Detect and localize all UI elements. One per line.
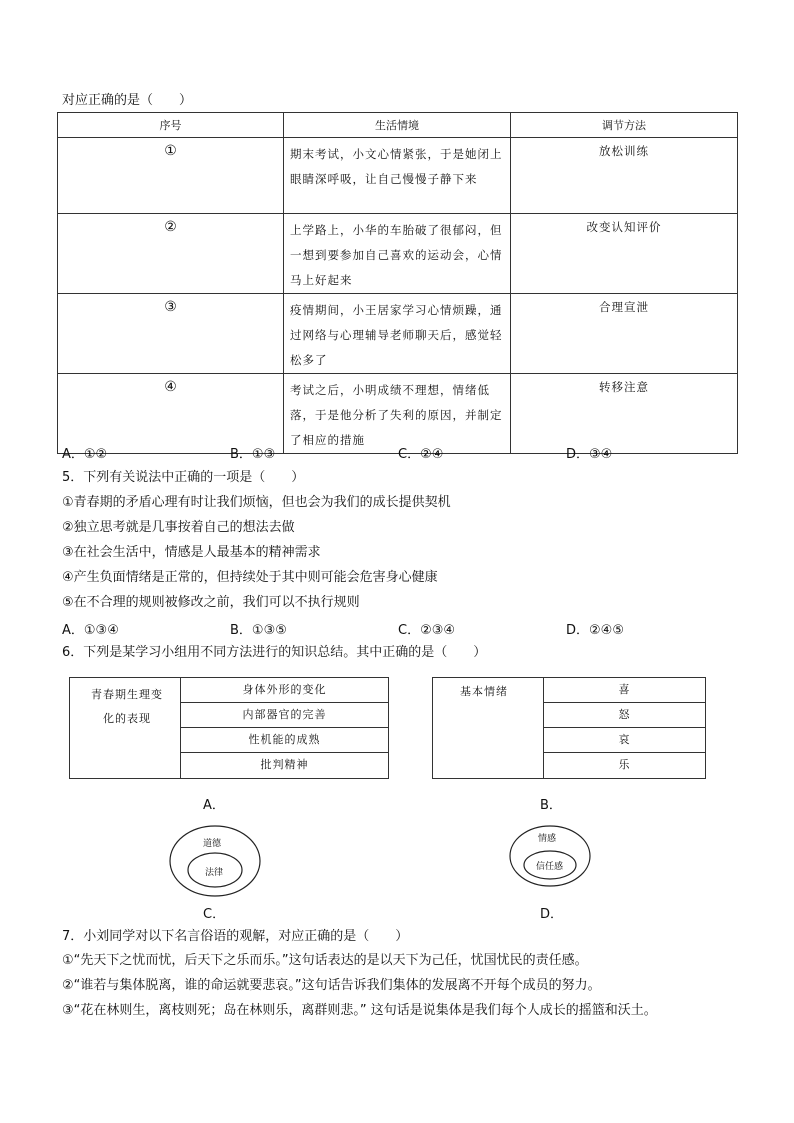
diagram-b-item: 怒 bbox=[543, 702, 706, 728]
table-row bbox=[58, 294, 738, 374]
question-7-item: ①“先天下之忧而忧，后天下之乐而乐。”这句话表达的是以天下为己任，忧国忧民的责任感。 bbox=[62, 953, 588, 968]
header-context: 生活情境 bbox=[284, 113, 511, 138]
diagram-c-label[interactable]: C． bbox=[203, 907, 226, 922]
question-7-item: ③“花在林则生，离枝则死；岛在林则乐，离群则悲。” 这句话是说集体是我们每个人成长的摇篮和沃土。 bbox=[62, 1003, 657, 1018]
question-5-item: ⑤在不合理的规则被修改之前，我们可以不执行规则 bbox=[62, 595, 360, 610]
diagram-d-inner-label: 信任感 bbox=[536, 862, 564, 872]
diagram-b-item: 乐 bbox=[543, 752, 706, 779]
diagram-c-outer-label: 道德 bbox=[203, 839, 222, 849]
question-5-stem: 5．下列有关说法中正确的一项是（ ） bbox=[62, 470, 305, 485]
option-a[interactable]: A．①③④ bbox=[62, 623, 119, 638]
diagram-b-item: 哀 bbox=[543, 727, 706, 753]
option-a[interactable]: A．①② bbox=[62, 447, 108, 462]
diagram-a-item: 批判精神 bbox=[180, 752, 389, 779]
row-context: 上学路上，小华的车胎破了很郁闷，但一想到要参加自己喜欢的运动会，心情马上好起来 bbox=[284, 214, 511, 294]
question-5-item: ①青春期的矛盾心理有时让我们烦恼，但也会为我们的成长提供契机 bbox=[62, 495, 451, 510]
row-method: 合理宣泄 bbox=[511, 294, 738, 374]
option-d[interactable]: D．③④ bbox=[566, 447, 613, 462]
diagram-a-category-line: 化的表现 bbox=[103, 712, 151, 725]
diagram-c-inner-label: 法律 bbox=[205, 868, 224, 878]
diagram-b-label[interactable]: B． bbox=[540, 798, 562, 813]
row-method: 放松训练 bbox=[511, 138, 738, 214]
row-number: ④ bbox=[58, 374, 284, 454]
row-method: 改变认知评价 bbox=[511, 214, 738, 294]
row-method: 转移注意 bbox=[511, 374, 738, 454]
table-row bbox=[58, 214, 738, 294]
question-5-item: ②独立思考就是几事按着自己的想法去做 bbox=[62, 520, 295, 535]
question-6-stem: 6．下列是某学习小组用不同方法进行的知识总结。其中正确的是（ ） bbox=[62, 645, 487, 660]
option-c[interactable]: C．②④ bbox=[398, 447, 444, 462]
diagram-b-item: 喜 bbox=[543, 677, 706, 703]
row-context: 疫情期间，小王居家学习心情烦躁，通过网络与心理辅导老师聊天后，感觉轻松多了 bbox=[284, 294, 511, 374]
diagram-a-item: 身体外形的变化 bbox=[180, 677, 389, 703]
option-b[interactable]: B．①③⑤ bbox=[230, 623, 287, 638]
diagram-c bbox=[165, 822, 265, 902]
diagram-a-item: 性机能的成熟 bbox=[180, 727, 389, 753]
row-context: 考试之后，小明成绩不理想，情绪低落，于是他分析了失利的原因，并制定了相应的措施 bbox=[284, 374, 511, 454]
question-7-stem: 7．小刘同学对以下名言俗语的观解，对应正确的是（ ） bbox=[62, 929, 409, 944]
option-b[interactable]: B．①③ bbox=[230, 447, 276, 462]
table-row bbox=[58, 138, 738, 214]
header-number: 序号 bbox=[58, 113, 284, 138]
diagram-d-outer-label: 情感 bbox=[538, 834, 557, 844]
option-d[interactable]: D．②④⑤ bbox=[566, 623, 624, 638]
row-number: ③ bbox=[58, 294, 284, 374]
question-5-item: ④产生负面情绪是正常的，但持续处于其中则可能会危害身心健康 bbox=[62, 570, 438, 585]
table-header-row bbox=[58, 113, 738, 138]
table-row bbox=[58, 374, 738, 454]
row-number: ① bbox=[58, 138, 284, 214]
diagram-a-category bbox=[76, 683, 178, 731]
option-c[interactable]: C．②③④ bbox=[398, 623, 456, 638]
header-method: 调节方法 bbox=[511, 113, 738, 138]
diagram-d-label[interactable]: D． bbox=[540, 907, 564, 922]
diagram-a-category-line: 青春期生理变 bbox=[91, 688, 163, 701]
row-context: 期末考试，小文心情紧张，于是她闭上眼睛深呼吸，让自己慢慢子静下来 bbox=[284, 138, 511, 214]
emotion-regulation-table bbox=[57, 112, 738, 454]
question-7-item: ②“谁若与集体脱离，谁的命运就要悲哀。”这句话告诉我们集体的发展离不开每个成员的努力。 bbox=[62, 978, 601, 993]
diagram-a-item: 内部器官的完善 bbox=[180, 702, 389, 728]
diagram-a-label[interactable]: A． bbox=[203, 798, 225, 813]
question-4-tail: 对应正确的是（ ） bbox=[62, 93, 193, 108]
question-5-item: ③在社会生活中，情感是人最基本的精神需求 bbox=[62, 545, 321, 560]
diagram-b-category: 基本情绪 bbox=[460, 685, 508, 698]
row-number: ② bbox=[58, 214, 284, 294]
